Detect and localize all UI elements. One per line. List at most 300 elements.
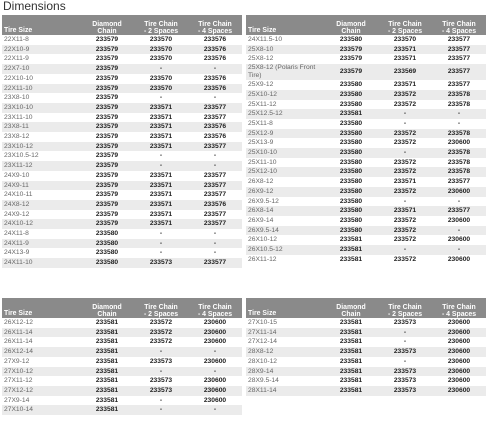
table-row — [246, 347, 486, 357]
table-row — [2, 239, 242, 249]
header-line: - 4 Spaces — [441, 311, 477, 318]
tire-chain-2-spaces-cell: - — [378, 245, 432, 255]
header-line: Tire Chain — [442, 21, 476, 28]
table-row — [246, 206, 486, 216]
tire-size-cell: 25X8-12 (Polaris Front Tire) — [246, 64, 324, 80]
header-line: Tire Chain — [388, 21, 422, 28]
tire-size-cell: 23X11-10 — [4, 113, 33, 121]
tire-chain-4-spaces-cell: - — [188, 347, 242, 357]
tire-size-cell: 22X11-10 — [2, 84, 80, 94]
tire-size-cell: 24X10-12 — [2, 219, 80, 229]
tire-chain-2-spaces-cell: 233571 — [393, 81, 417, 89]
table-row — [246, 255, 486, 265]
tire-chain-4-spaces-cell: 230600 — [447, 357, 471, 365]
header-line: - 2 Spaces — [387, 28, 423, 35]
diamond-chain-cell: 233581 — [95, 319, 119, 326]
diamond-chain-cell: 233579 — [80, 45, 134, 55]
diamond-chain-cell: 233580 — [339, 197, 363, 205]
dimensions-table-1 — [2, 15, 242, 268]
table-row — [2, 376, 242, 386]
tire-chain-2-spaces-cell: - — [403, 119, 407, 127]
diamond-chain-cell: 233580 — [339, 36, 363, 43]
tire-size-cell: 23X10-10 — [2, 103, 80, 113]
column-header-tire-chain-2-spaces — [134, 15, 188, 35]
diamond-chain-cell: 233580 — [324, 148, 378, 158]
table-row — [246, 35, 486, 45]
table-row — [246, 367, 486, 377]
column-header-tire-chain-4-spaces — [432, 15, 486, 35]
diamond-chain-cell: 233579 — [95, 152, 119, 160]
diamond-chain-cell: 233581 — [339, 338, 363, 346]
tire-size-cell: 24X9-12 — [4, 210, 30, 218]
tire-chain-2-spaces-cell: - — [134, 161, 188, 171]
tire-size-cell: 26X9-14 — [248, 216, 274, 224]
tire-chain-2-spaces-cell: 233570 — [134, 45, 188, 55]
tire-chain-2-spaces-cell: 233571 — [134, 200, 188, 210]
tire-chain-4-spaces-cell: 230600 — [447, 216, 471, 224]
diamond-chain-cell: 233579 — [95, 74, 119, 82]
tire-chain-2-spaces-cell: - — [378, 109, 432, 119]
tire-chain-4-spaces-cell: 230600 — [188, 386, 242, 396]
tire-size-cell: 25X12-9 — [246, 129, 324, 139]
table-row — [2, 45, 242, 55]
tire-chain-4-spaces-cell: 230600 — [432, 386, 486, 396]
diamond-chain-cell: 233580 — [324, 167, 378, 177]
tire-chain-2-spaces-cell: 233570 — [134, 84, 188, 94]
tire-chain-2-spaces-cell: 233570 — [149, 36, 173, 43]
tire-chain-2-spaces-cell: 233572 — [393, 255, 417, 263]
table-row — [2, 357, 242, 367]
diamond-chain-cell: 233581 — [80, 367, 134, 377]
table-row — [2, 142, 242, 152]
tire-size-cell: 25X10-10 — [246, 148, 324, 158]
table-row — [2, 35, 242, 45]
tire-chain-4-spaces-cell: - — [188, 64, 242, 74]
tire-chain-4-spaces-cell: 230600 — [447, 255, 471, 263]
header-line: Tire Chain — [442, 304, 476, 311]
tire-chain-4-spaces-cell: - — [188, 367, 242, 377]
tire-size-cell: 26X8-12 — [248, 178, 274, 186]
tire-chain-2-spaces-cell: 233572 — [393, 139, 417, 147]
tire-chain-2-spaces-cell: 233573 — [134, 386, 188, 396]
table-row — [2, 386, 242, 396]
diamond-chain-cell: 233579 — [339, 55, 363, 63]
column-header-tire-chain-4-spaces — [188, 298, 242, 318]
table-row — [2, 151, 242, 161]
tire-chain-2-spaces-cell: 233570 — [149, 74, 173, 82]
table-row — [2, 181, 242, 191]
tire-size-cell: 22X11-9 — [4, 55, 29, 63]
table-row — [246, 90, 486, 100]
tire-chain-2-spaces-cell: 233572 — [393, 236, 417, 244]
tire-chain-4-spaces-cell: - — [188, 405, 242, 415]
tire-chain-4-spaces-cell: 233577 — [203, 210, 227, 218]
tire-size-cell: 23X11-12 — [2, 161, 80, 171]
table-row — [246, 100, 486, 110]
column-header-tire-size: Tire Size — [246, 15, 324, 35]
header-line: - 2 Spaces — [143, 311, 179, 318]
header-line: Chain — [97, 311, 117, 318]
tire-size-cell: 23X10-12 — [2, 142, 80, 152]
tire-size-cell: 27X10-14 — [2, 405, 80, 415]
tire-size-cell: 27X9-12 — [4, 357, 30, 365]
column-header-tire-chain-2-spaces — [134, 298, 188, 318]
tire-size-cell: 26X11-14 — [2, 328, 80, 338]
tire-size-cell: 27X11-12 — [4, 377, 33, 385]
diamond-chain-cell: 233579 — [95, 191, 119, 199]
tire-chain-4-spaces-cell: 233577 — [188, 103, 242, 113]
tire-size-cell: 27X10-15 — [248, 319, 278, 326]
header-line: Tire Chain — [198, 21, 232, 28]
tire-chain-2-spaces-cell: 233572 — [134, 328, 188, 338]
tire-chain-4-spaces-cell: 230600 — [203, 357, 227, 365]
tire-chain-4-spaces-cell: - — [188, 239, 242, 249]
table-row — [2, 74, 242, 84]
diamond-chain-cell: 233579 — [95, 36, 119, 43]
tire-chain-2-spaces-cell: - — [159, 249, 163, 257]
tire-chain-4-spaces-cell: 230600 — [447, 139, 471, 147]
tire-chain-4-spaces-cell: 233577 — [188, 181, 242, 191]
diamond-chain-cell: 233581 — [95, 357, 119, 365]
tire-chain-2-spaces-cell: 233572 — [393, 100, 417, 108]
tire-chain-2-spaces-cell: 233569 — [378, 64, 432, 80]
tire-chain-2-spaces-cell: 233572 — [378, 90, 432, 100]
table-row — [246, 187, 486, 197]
table-row — [246, 54, 486, 64]
tire-size-cell: 26X11-12 — [248, 255, 277, 263]
diamond-chain-cell: 233581 — [80, 328, 134, 338]
diamond-chain-cell: 233580 — [339, 178, 363, 186]
tire-size-cell: 26X12-14 — [2, 347, 80, 357]
table-row — [246, 337, 486, 347]
tire-chain-2-spaces-cell: - — [134, 347, 188, 357]
table-row — [2, 161, 242, 171]
diamond-chain-cell: 233580 — [339, 81, 363, 89]
tire-chain-4-spaces-cell: 233577 — [203, 113, 227, 121]
column-header-tire-size: Tire Size — [246, 298, 324, 318]
tire-chain-4-spaces-cell: 230600 — [203, 377, 227, 385]
table-row — [246, 45, 486, 55]
header-line: Chain — [341, 28, 361, 35]
tire-size-cell: 25X13-9 — [248, 139, 274, 147]
header-line: - 4 Spaces — [197, 28, 233, 35]
tire-chain-2-spaces-cell: 233572 — [378, 187, 432, 197]
tire-size-cell: 28X9.5-14 — [248, 377, 279, 385]
table-row — [246, 148, 486, 158]
table-row — [2, 396, 242, 406]
tire-size-cell: 24X13-9 — [4, 249, 30, 257]
tire-chain-4-spaces-cell: 230600 — [203, 396, 227, 404]
table-row — [246, 64, 486, 80]
diamond-chain-cell: 233579 — [80, 142, 134, 152]
tire-chain-2-spaces-cell: 233571 — [149, 133, 173, 141]
table-row — [2, 84, 242, 94]
tire-chain-4-spaces-cell: - — [432, 109, 486, 119]
tire-size-cell: 24X11-10 — [2, 258, 80, 268]
table-row — [2, 54, 242, 64]
tire-chain-4-spaces-cell: - — [457, 197, 461, 205]
column-header-diamond-chain — [324, 15, 378, 35]
header-row — [2, 298, 242, 318]
header-line: - 2 Spaces — [387, 311, 423, 318]
tire-chain-4-spaces-cell: 230600 — [432, 347, 486, 357]
diamond-chain-cell: 233581 — [339, 377, 363, 385]
tire-size-cell: 22X10-9 — [2, 45, 80, 55]
tire-chain-4-spaces-cell: 230600 — [447, 319, 471, 326]
tire-chain-4-spaces-cell: 233576 — [203, 74, 227, 82]
tire-size-cell: 22X10-10 — [4, 74, 34, 82]
tire-chain-2-spaces-cell: 233571 — [393, 55, 417, 63]
tire-chain-2-spaces-cell: 233571 — [378, 206, 432, 216]
header-line: Tire Chain — [198, 304, 232, 311]
table-row — [246, 129, 486, 139]
tire-size-cell: 24X11.5-10 — [248, 36, 283, 43]
tire-chain-4-spaces-cell: 233577 — [447, 178, 471, 186]
tire-chain-2-spaces-cell: - — [134, 239, 188, 249]
tire-chain-4-spaces-cell: 230600 — [188, 328, 242, 338]
tire-chain-2-spaces-cell: - — [403, 197, 407, 205]
header-line: Diamond — [92, 21, 122, 28]
tire-chain-2-spaces-cell: - — [403, 338, 407, 346]
header-line: - 4 Spaces — [197, 311, 233, 318]
dimensions-table-4 — [246, 298, 486, 396]
tire-chain-4-spaces-cell: 233578 — [432, 167, 486, 177]
table-row — [2, 318, 242, 328]
diamond-chain-cell: 233580 — [339, 100, 363, 108]
header-line: Tire Chain — [144, 304, 178, 311]
tire-size-cell: 25X11-8 — [248, 119, 273, 127]
tire-chain-4-spaces-cell: 233577 — [432, 45, 486, 55]
tire-chain-4-spaces-cell: - — [213, 249, 217, 257]
column-header-tire-chain-4-spaces — [432, 298, 486, 318]
table-row — [246, 386, 486, 396]
diamond-chain-cell: 233579 — [80, 219, 134, 229]
table-row — [2, 229, 242, 239]
tire-chain-2-spaces-cell: 233573 — [134, 258, 188, 268]
tire-size-cell: 24X10-11 — [4, 191, 33, 199]
table-row — [246, 80, 486, 90]
tire-chain-4-spaces-cell: - — [213, 94, 217, 102]
tire-chain-4-spaces-cell: 230600 — [432, 367, 486, 377]
tire-chain-4-spaces-cell: 230600 — [432, 187, 486, 197]
tire-chain-4-spaces-cell: 233577 — [447, 55, 471, 63]
tire-size-cell: 24X11-9 — [2, 239, 80, 249]
header-line: Tire Chain — [388, 304, 422, 311]
tire-size-cell: 27X11-14 — [246, 328, 324, 338]
tire-chain-4-spaces-cell: - — [188, 161, 242, 171]
tire-chain-2-spaces-cell: 233571 — [134, 103, 188, 113]
table-row — [246, 235, 486, 245]
header-row — [246, 15, 486, 35]
diamond-chain-cell: 233581 — [339, 255, 363, 263]
dimensions-table-2 — [246, 15, 486, 264]
diamond-chain-cell: 233581 — [95, 338, 119, 346]
tire-chain-4-spaces-cell: - — [457, 119, 461, 127]
tire-chain-4-spaces-cell: 233577 — [188, 219, 242, 229]
tire-size-cell: 27X9-14 — [4, 396, 30, 404]
diamond-chain-cell: 233579 — [324, 64, 378, 80]
tire-chain-2-spaces-cell: 233571 — [134, 181, 188, 191]
tire-size-cell: 25X8-12 — [248, 55, 274, 63]
tire-size-cell: 26X8-14 — [246, 206, 324, 216]
table-row — [2, 113, 242, 123]
table-row — [246, 376, 486, 386]
page-title: Dimensions — [3, 0, 66, 13]
tire-size-cell: 26X9.5-14 — [246, 226, 324, 236]
diamond-chain-cell: 233579 — [80, 161, 134, 171]
tire-chain-2-spaces-cell: - — [378, 328, 432, 338]
tire-chain-4-spaces-cell: - — [213, 230, 217, 238]
tire-chain-4-spaces-cell: 233576 — [188, 122, 242, 132]
tire-size-cell: 28X8-12 — [246, 347, 324, 357]
column-header-tire-chain-2-spaces — [378, 298, 432, 318]
header-line: Diamond — [336, 304, 366, 311]
tire-chain-4-spaces-cell: 233577 — [447, 81, 471, 89]
tire-size-cell: 25X12.5-12 — [246, 109, 324, 119]
diamond-chain-cell: 233579 — [95, 133, 119, 141]
tire-chain-2-spaces-cell: 233572 — [393, 216, 417, 224]
table-row — [246, 109, 486, 119]
tire-chain-2-spaces-cell: - — [159, 94, 163, 102]
tire-size-cell: 26X9-12 — [246, 187, 324, 197]
dimensions-table-3 — [2, 298, 242, 415]
header-row — [246, 298, 486, 318]
tire-chain-2-spaces-cell: 233573 — [378, 347, 432, 357]
header-line: Diamond — [336, 21, 366, 28]
tire-chain-2-spaces-cell: 233572 — [393, 158, 417, 166]
tire-chain-2-spaces-cell: 233572 — [378, 129, 432, 139]
tire-size-cell: 26X11-14 — [4, 338, 33, 346]
table-row — [246, 318, 486, 328]
tire-chain-4-spaces-cell: 233578 — [432, 129, 486, 139]
diamond-chain-cell: 233581 — [324, 367, 378, 377]
tire-chain-4-spaces-cell: - — [213, 152, 217, 160]
header-line: Chain — [341, 311, 361, 318]
tire-chain-4-spaces-cell: 233576 — [188, 45, 242, 55]
tire-chain-2-spaces-cell: 233571 — [378, 45, 432, 55]
tire-chain-2-spaces-cell: - — [159, 396, 163, 404]
tire-size-cell: 24X9-11 — [2, 181, 80, 191]
tire-size-cell: 25X11-10 — [248, 158, 277, 166]
diamond-chain-cell: 233579 — [80, 103, 134, 113]
table-row — [2, 248, 242, 258]
diamond-chain-cell: 233580 — [339, 216, 363, 224]
tire-chain-2-spaces-cell: - — [134, 367, 188, 377]
tire-chain-2-spaces-cell: 233571 — [149, 210, 173, 218]
diamond-chain-cell: 233579 — [95, 171, 119, 179]
table-row — [2, 337, 242, 347]
tire-chain-2-spaces-cell: 233572 — [149, 338, 173, 346]
table-row — [2, 122, 242, 132]
tire-chain-2-spaces-cell: - — [159, 152, 163, 160]
tire-chain-4-spaces-cell: 233576 — [203, 55, 227, 63]
table-row — [2, 328, 242, 338]
tire-chain-2-spaces-cell: 233572 — [378, 226, 432, 236]
tire-chain-2-spaces-cell: 233573 — [149, 377, 173, 385]
table-row — [2, 347, 242, 357]
tire-chain-4-spaces-cell: 233578 — [447, 100, 471, 108]
diamond-chain-cell: 233581 — [339, 236, 363, 244]
diamond-chain-cell: 233579 — [80, 200, 134, 210]
diamond-chain-cell: 233581 — [324, 109, 378, 119]
diamond-chain-cell: 233580 — [324, 226, 378, 236]
tire-chain-4-spaces-cell: 233577 — [203, 191, 227, 199]
table-row — [246, 177, 486, 187]
tire-size-cell: 28X11-14 — [246, 386, 324, 396]
tire-size-cell: 23X8-10 — [4, 94, 30, 102]
diamond-chain-cell: 233581 — [339, 319, 363, 326]
header-line: Chain — [97, 28, 117, 35]
tire-chain-4-spaces-cell: 233578 — [432, 90, 486, 100]
table-row — [2, 64, 242, 74]
table-row — [2, 200, 242, 210]
table-row — [2, 258, 242, 268]
tire-chain-4-spaces-cell: 230600 — [203, 338, 227, 346]
column-header-diamond-chain — [324, 298, 378, 318]
diamond-chain-cell: 233581 — [95, 396, 119, 404]
tire-chain-4-spaces-cell: 230600 — [447, 338, 471, 346]
tire-chain-4-spaces-cell: 230600 — [432, 328, 486, 338]
diamond-chain-cell: 233579 — [80, 64, 134, 74]
tire-chain-2-spaces-cell: 233571 — [134, 122, 188, 132]
tire-chain-4-spaces-cell: 233577 — [203, 171, 227, 179]
tire-size-cell: 25X12-10 — [246, 167, 324, 177]
tire-size-cell: 25X8-10 — [246, 45, 324, 55]
header-line: - 2 Spaces — [143, 28, 179, 35]
tire-chain-4-spaces-cell: 233577 — [188, 142, 242, 152]
diamond-chain-cell: 233579 — [95, 55, 119, 63]
tire-size-cell: 25X9-12 — [248, 81, 274, 89]
diamond-chain-cell: 233581 — [95, 377, 119, 385]
tire-size-cell: 27X10-12 — [2, 367, 80, 377]
diamond-chain-cell: 233580 — [324, 206, 378, 216]
tire-chain-2-spaces-cell: 233570 — [149, 55, 173, 63]
tire-size-cell: 28X10-12 — [248, 357, 278, 365]
diamond-chain-cell: 233580 — [80, 258, 134, 268]
tire-chain-2-spaces-cell: 233573 — [393, 377, 417, 385]
tire-chain-2-spaces-cell: - — [159, 230, 163, 238]
tire-chain-4-spaces-cell: 233577 — [432, 64, 486, 80]
tire-chain-4-spaces-cell: 230600 — [203, 319, 227, 326]
tire-size-cell: 24X9-10 — [4, 171, 30, 179]
diamond-chain-cell: 233580 — [339, 139, 363, 147]
tire-chain-2-spaces-cell: 233572 — [149, 319, 173, 326]
diamond-chain-cell: 233581 — [80, 347, 134, 357]
table-row — [246, 357, 486, 367]
tire-chain-2-spaces-cell: 233570 — [393, 36, 417, 43]
tire-size-cell: 26X10-12 — [248, 236, 278, 244]
diamond-chain-cell: 233579 — [80, 122, 134, 132]
diamond-chain-cell: 233580 — [80, 239, 134, 249]
table-row — [246, 138, 486, 148]
diamond-chain-cell: 233580 — [95, 249, 119, 257]
tire-chain-2-spaces-cell: 233573 — [149, 357, 173, 365]
diamond-chain-cell: 233581 — [324, 328, 378, 338]
header-row — [2, 15, 242, 35]
tire-chain-2-spaces-cell: 233572 — [378, 167, 432, 177]
tire-chain-2-spaces-cell: - — [403, 357, 407, 365]
column-header-diamond-chain — [80, 15, 134, 35]
tire-chain-4-spaces-cell: 230600 — [447, 236, 471, 244]
table-row — [2, 210, 242, 220]
table-row — [2, 219, 242, 229]
diamond-chain-cell: 233580 — [339, 158, 363, 166]
column-header-tire-chain-4-spaces — [188, 15, 242, 35]
diamond-chain-cell: 233581 — [80, 386, 134, 396]
diamond-chain-cell: 233581 — [80, 405, 134, 415]
column-header-diamond-chain — [80, 298, 134, 318]
tire-chain-2-spaces-cell: 233571 — [134, 142, 188, 152]
